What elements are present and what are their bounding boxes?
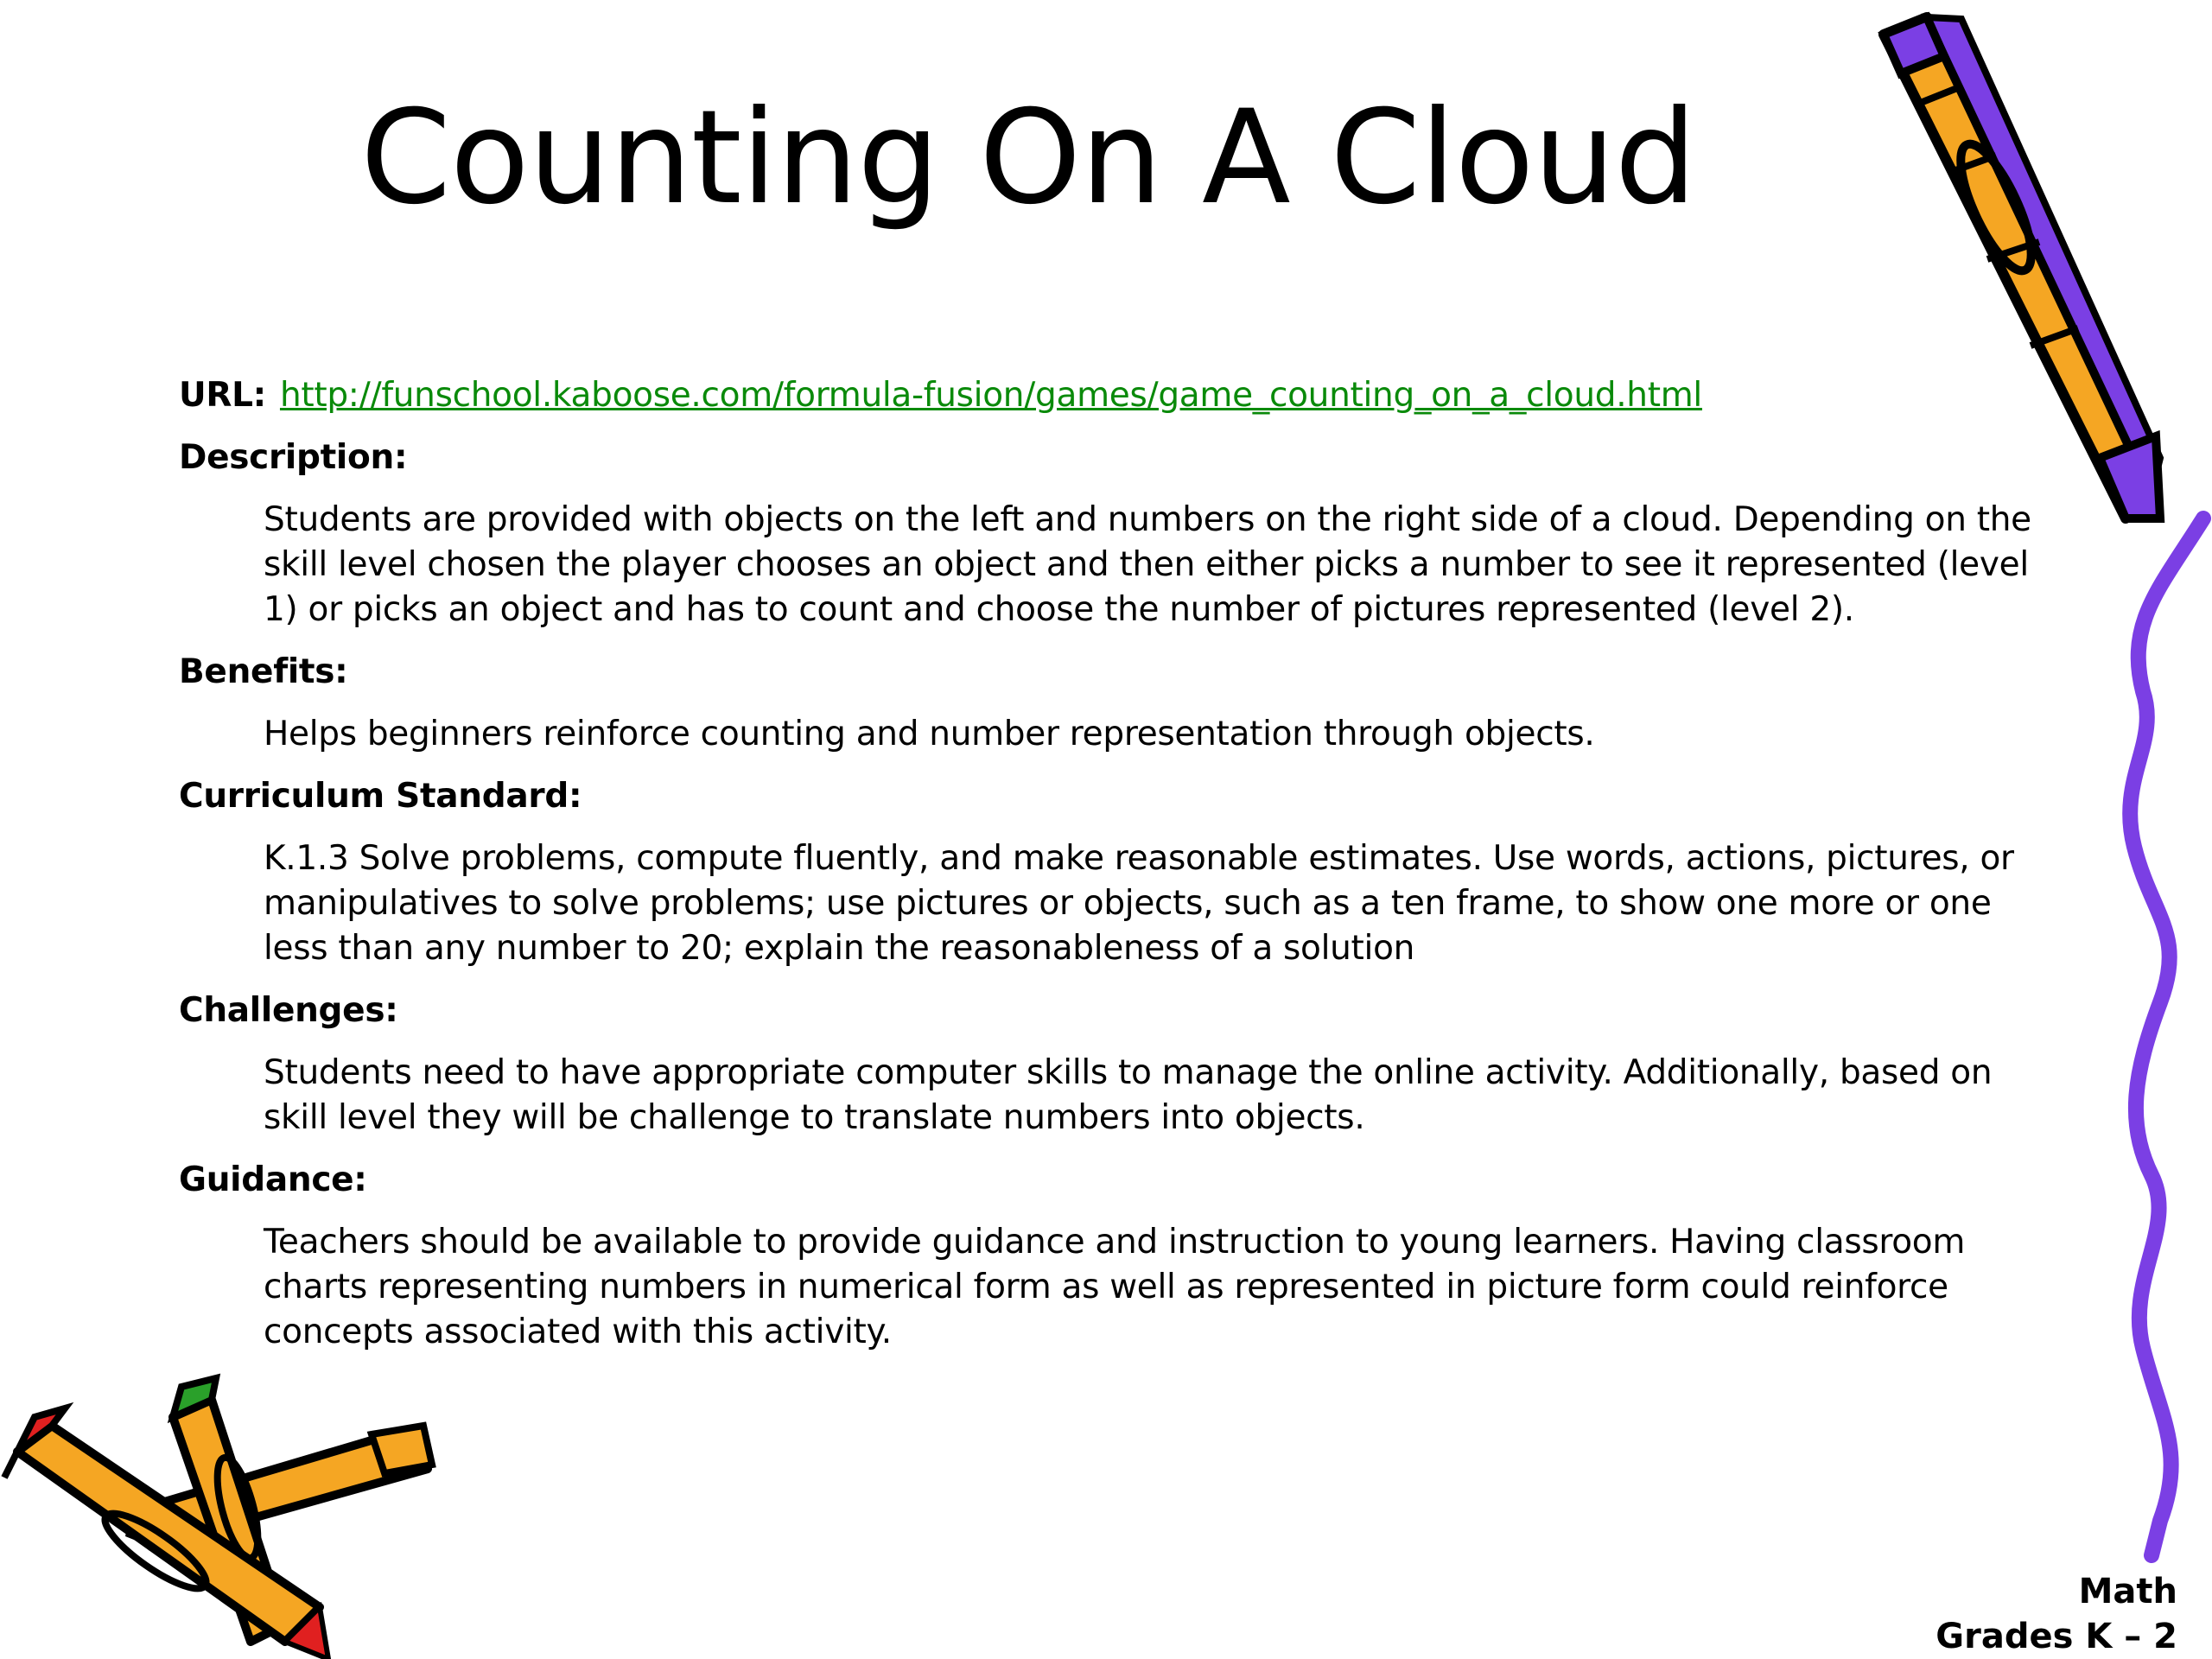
description-text: Students are provided with objects on the left and numbers on the right side of a cloud. Depending on the skill level chosen the player chooses an object and then either picks a number to see it represented (level 1) or picks an object and has to count and choose the number of pictures represented (level 2). xyxy=(264,500,2031,629)
url-row xyxy=(179,373,2063,418)
benefits-text: Helps beginners reinforce counting and number representation through objects. xyxy=(264,715,1595,753)
squiggle-border xyxy=(2108,518,2212,1573)
url-label: URL: xyxy=(179,376,266,415)
footer-subject: Math xyxy=(2078,1572,2177,1611)
description-heading: Description: xyxy=(179,438,408,477)
footer xyxy=(1936,1569,2177,1659)
guidance-heading: Guidance: xyxy=(179,1160,367,1199)
benefits-heading: Benefits: xyxy=(179,652,348,691)
game-url-link[interactable]: http://funschool.kaboose.com/formula-fusion/games/game_counting_on_a_cloud.html xyxy=(279,376,1702,415)
curriculum-standard-heading: Curriculum Standard: xyxy=(179,777,582,816)
slide-content xyxy=(179,373,2063,1372)
slide-title: Counting On A Cloud xyxy=(360,83,1696,233)
guidance-text: Teachers should be available to provide guidance and instruction to young learners. Having classroom charts representing numbers in numerical form as well as represented in picture form could reinforce concepts associated with this activity. xyxy=(264,1223,1966,1351)
challenges-text: Students need to have appropriate computer skills to manage the online activity. Additionally, based on skill level they will be challenge to translate numbers into objects. xyxy=(264,1053,1993,1137)
challenges-heading: Challenges: xyxy=(179,991,398,1030)
curriculum-standard-text: K.1.3 Solve problems, compute fluently, and make reasonable estimates. Use words, actions, pictures, or manipulatives to solve problems; use pictures or objects, such as a ten frame, to show one more or one less than any number to 20; explain the reasonableness of a solution xyxy=(264,839,2014,968)
crossed-pencils-icon xyxy=(0,1365,449,1659)
footer-grades: Grades K – 2 xyxy=(1936,1617,2177,1656)
